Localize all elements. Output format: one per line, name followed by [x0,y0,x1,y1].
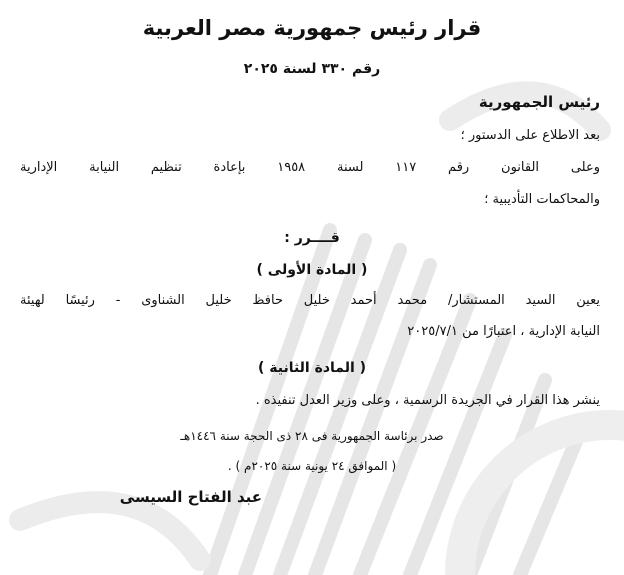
issuer-heading: رئيس الجمهورية [478,93,600,111]
corresponding-date: ( الموافق ٢٤ يونية سنة ٢٠٢٥م ) . [227,459,397,473]
president-signature: عبد الفتاح السيسى [119,488,262,506]
article-2-title: ( المادة الثانية ) [257,360,367,376]
preamble-line-3: والمحاكمات التأديبية ؛ [484,192,600,207]
preamble-line-1: بعد الاطلاع على الدستور ؛ [460,128,600,143]
article-2-text: ينشر هذا القرار في الجريدة الرسمية ، وعلى وزير العدل تنفيذه . [255,393,600,408]
issued-at: صدر برئاسة الجمهورية فى ٢٨ ذى الحجة سنة ١٤٤٦هـ [180,429,444,443]
decree-number: رقم ٣٣٠ لسنة ٢٠٢٥ [243,61,381,77]
preamble-line-2: وعلى القانون رقم ١١٧ لسنة ١٩٥٨ بإعادة تنظيم النيابة الإدارية [20,160,601,175]
article-1-title: ( المادة الأولى ) [256,262,368,278]
decides-heading: قــــرر : [284,230,340,246]
decree-title: قرار رئيس جمهورية مصر العربية [142,16,482,40]
article-1-line-2: النيابة الإدارية ، اعتبارًا من ٢٠٢٥/٧/١ [407,324,600,339]
article-1-line-1: يعين السيد المستشار/ محمد أحمد خليل حافظ خليل الشناوى - رئيسًا لهيئة [20,293,600,308]
